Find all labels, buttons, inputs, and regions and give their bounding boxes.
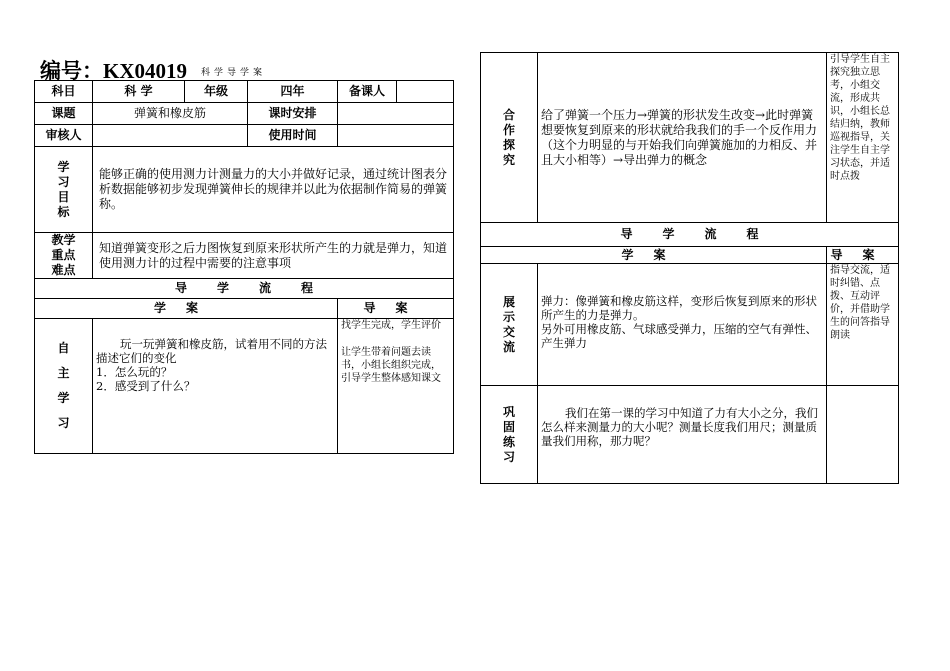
right-flow-title: 导学流程 bbox=[481, 223, 899, 247]
usage-label: 使用时间 bbox=[248, 125, 338, 147]
reviewer-value bbox=[93, 125, 248, 147]
topic-label: 课题 bbox=[35, 103, 93, 125]
doc-type: 科学导学案 bbox=[201, 68, 267, 78]
subject-value: 科 学 bbox=[93, 81, 185, 103]
objectives-text: 能够正确的使用测力计测量力的大小并做好记录，通过统计图表分析数据能够初步发现弹簧伸长的规律并以此为依据制作简易的弹簧称。 bbox=[93, 147, 454, 233]
usage-value bbox=[338, 125, 454, 147]
self-study-intro: 玩一玩弹簧和橡皮筋，试着用不同的方法描述它们的变化 bbox=[96, 337, 327, 365]
coop-guide: 引导学生自主探究独立思考，小组交流，形成共识，小组长总结归纳，教师巡视指导，关注学生自主学习状态，并适时点拨 bbox=[827, 53, 899, 223]
flow-title: 导学流程 bbox=[35, 279, 454, 299]
reviewer-label: 审核人 bbox=[35, 125, 93, 147]
schedule-label: 课时安排 bbox=[248, 103, 338, 125]
self-study-guide bbox=[338, 319, 454, 454]
col-guide-header: 导案 bbox=[338, 299, 454, 319]
show-guide: 指导交流，适时纠错、点拨、互动评价，并借助学生的问答指导朗读 bbox=[827, 264, 899, 386]
doc-code: 编号：KX04019 bbox=[40, 59, 187, 83]
right-col-guide-header: 导案 bbox=[827, 247, 899, 264]
grade-label: 年级 bbox=[185, 81, 248, 103]
self-study-guide-1: 找学生完成，学生评价 bbox=[341, 320, 442, 331]
preparer-value bbox=[397, 81, 454, 103]
consolidate-paragraph: 我们在第一课的学习中知道了力有大小之分，我们怎么样来测量力的大小呢？测量长度我们用尺；测量质量我们用称，那力呢？ bbox=[541, 406, 818, 448]
self-study-label: 自 主 学 习 bbox=[35, 319, 93, 454]
self-study-q2: 2．感受到了什么？ bbox=[96, 379, 196, 393]
left-table bbox=[34, 80, 454, 454]
preparer-label: 备课人 bbox=[338, 81, 397, 103]
coop-text: 给了弹簧一个压力→弹簧的形状发生改变→此时弹簧想要恢复到原来的形状就给我我们的手一个反作用力（这个力明显的与开始我们向弹簧施加的力相反、并且大小相等）→导出弹力的概念 bbox=[538, 53, 827, 223]
show-line-1: 弹力：像弹簧和橡皮筋这样，变形后恢复到原来的形状所产生的力是弹力。 bbox=[541, 294, 817, 322]
right-table bbox=[480, 52, 899, 484]
grade-value: 四年 bbox=[248, 81, 338, 103]
consolidate-text bbox=[538, 386, 827, 484]
schedule-value bbox=[338, 103, 454, 125]
topic-value: 弹簧和橡皮筋 bbox=[93, 103, 248, 125]
show-line-2: 另外可用橡皮筋、气球感受弹力，压缩的空气有弹性、产生弹力 bbox=[541, 322, 817, 350]
subject-label: 科目 bbox=[35, 81, 93, 103]
objectives-label: 学 习 目 标 bbox=[35, 147, 93, 233]
self-study-content bbox=[93, 319, 338, 454]
show-content bbox=[538, 264, 827, 386]
right-col-study-header: 学案 bbox=[481, 247, 827, 264]
self-study-q1: 1．怎么玩的？ bbox=[96, 365, 173, 379]
self-study-guide-2: 让学生带着问题去读书，小组长组织完成，引导学生整体感知课文 bbox=[341, 347, 442, 384]
show-label: 展 示 交 流 bbox=[481, 264, 538, 386]
consolidate-guide bbox=[827, 386, 899, 484]
keypoints-text: 知道弹簧变形之后力图恢复到原来形状所产生的力就是弹力，知道使用测力计的过程中需要的注意事项 bbox=[93, 233, 454, 279]
col-study-header: 学案 bbox=[35, 299, 338, 319]
consolidate-label: 巩 固 练 习 bbox=[481, 386, 538, 484]
keypoints-label: 教学 重点 难点 bbox=[35, 233, 93, 279]
coop-label: 合 作 探 究 bbox=[481, 53, 538, 223]
